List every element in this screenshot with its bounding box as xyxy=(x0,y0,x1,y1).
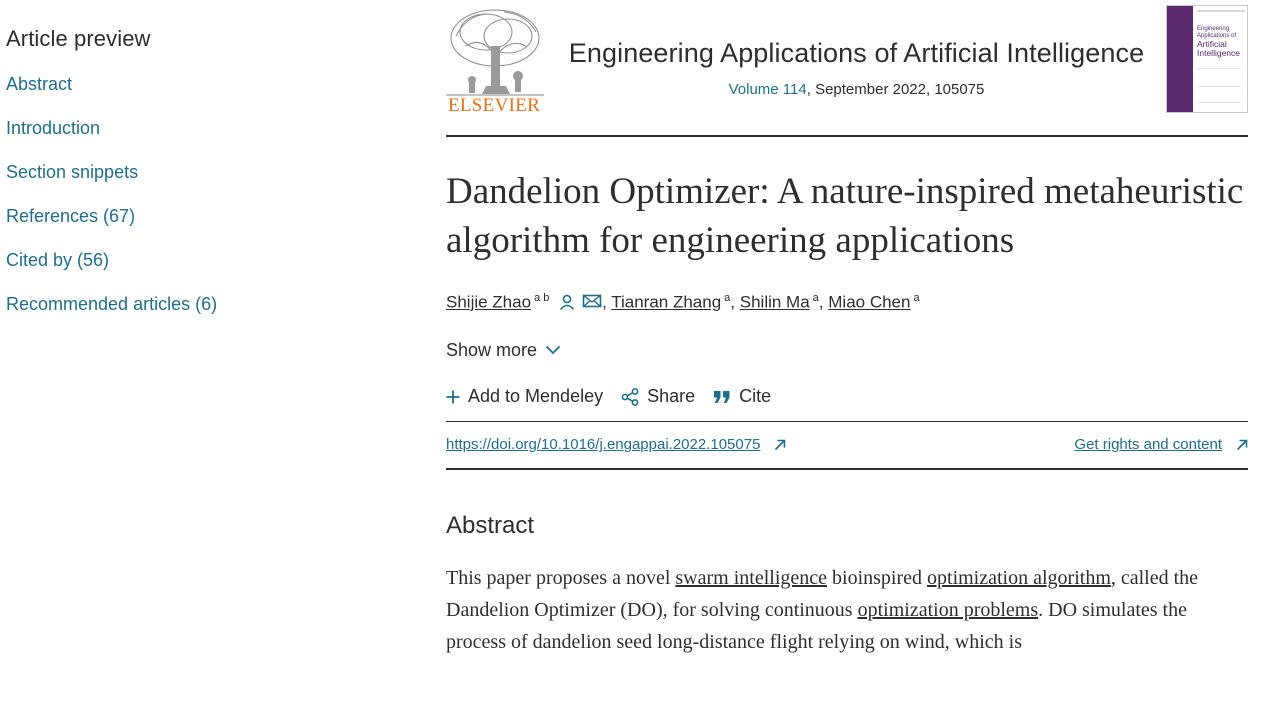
cover-divider xyxy=(1197,68,1241,69)
abstract-text: . DO simulates the process of dandelion seed long-distance flight relying on wind, which is xyxy=(446,598,1187,653)
cover-band xyxy=(1167,6,1193,112)
issue-date: , September 2022, 105075 xyxy=(806,81,985,98)
author-affiliation: a xyxy=(724,292,731,304)
person-icon[interactable] xyxy=(558,293,576,311)
outline-link[interactable]: Abstract xyxy=(6,74,73,94)
cite-label: Cite xyxy=(739,386,772,407)
abstract-text: bioinspired xyxy=(827,566,928,589)
outline-item-cited-by[interactable] xyxy=(6,250,386,294)
cover-divider xyxy=(1197,10,1245,12)
article-outline xyxy=(6,26,386,338)
author-separator: , xyxy=(602,292,612,312)
envelope-icon[interactable] xyxy=(582,293,602,309)
author-link[interactable]: Tianran Zhang xyxy=(611,292,722,312)
volume-link[interactable]: Volume 114 xyxy=(728,81,807,98)
cover-divider xyxy=(1197,102,1241,103)
share-icon xyxy=(621,388,639,406)
doi-bar xyxy=(446,421,1248,470)
cover-small-title: Engineering Applications of xyxy=(1197,26,1237,39)
outline-item-abstract[interactable] xyxy=(6,74,386,118)
share-label: Share xyxy=(647,386,696,407)
author-link[interactable]: Shijie Zhao xyxy=(446,292,532,312)
abstract-text: , called the Dandelion Optimizer (DO), for solving continuous xyxy=(446,566,1199,621)
outline-title: Article preview xyxy=(6,26,151,51)
quote-icon xyxy=(713,390,731,404)
plus-icon xyxy=(446,390,460,404)
show-more-label: Show more xyxy=(446,339,538,360)
chevron-down-icon xyxy=(545,345,561,355)
get-rights-link[interactable] xyxy=(1074,436,1248,453)
outline-item-section-snippets[interactable] xyxy=(6,162,386,206)
elsevier-tree-icon xyxy=(446,6,544,98)
author-separator: , xyxy=(730,292,740,312)
article-main xyxy=(446,0,1248,658)
author-link[interactable]: Miao Chen xyxy=(828,292,911,312)
show-more-button[interactable] xyxy=(446,340,1248,361)
publication-header xyxy=(446,0,1248,137)
author-list xyxy=(446,287,1248,314)
journal-cover-image[interactable] xyxy=(1166,5,1248,113)
cover-big-title: Artificial Intelligence xyxy=(1197,39,1241,58)
topic-link[interactable]: optimization algorithm xyxy=(927,566,1111,589)
author-affiliation: a b xyxy=(534,292,550,304)
topic-link[interactable]: optimization problems xyxy=(857,598,1039,621)
mendeley-label: Add to Mendeley xyxy=(468,386,604,407)
author-affiliation: a xyxy=(913,292,920,304)
abstract-text: This paper proposes a novel xyxy=(446,566,676,589)
journal-title[interactable]: Engineering Applications of Artificial Intelligence xyxy=(568,38,1145,68)
author-contact-icons xyxy=(558,293,602,311)
outline-link[interactable]: References (67) xyxy=(6,206,136,226)
cover-divider xyxy=(1197,86,1241,87)
outline-item-recommended-articles[interactable] xyxy=(6,294,386,338)
outline-item-references[interactable] xyxy=(6,206,386,250)
share-button[interactable] xyxy=(621,386,695,407)
abstract-paragraph xyxy=(446,562,1246,658)
outline-link[interactable]: Introduction xyxy=(6,118,101,138)
author-separator: , xyxy=(818,292,829,312)
journal-info xyxy=(564,38,1149,98)
add-to-mendeley-button[interactable] xyxy=(446,386,603,407)
abstract-heading: Abstract xyxy=(446,511,535,539)
author-affiliation: a xyxy=(812,292,819,304)
outline-link[interactable]: Recommended articles (6) xyxy=(6,294,218,314)
article-actions xyxy=(446,383,1248,411)
outline-link[interactable]: Section snippets xyxy=(6,162,139,182)
author-link[interactable]: Shilin Ma xyxy=(739,292,810,312)
doi-text: https://doi.org/10.1016/j.engappai.2022.105075 xyxy=(446,436,761,454)
cover-title xyxy=(1197,26,1247,58)
outline-item-introduction[interactable] xyxy=(6,118,386,162)
topic-link[interactable]: swarm intelligence xyxy=(675,566,828,589)
outline-link[interactable]: Cited by (56) xyxy=(6,250,110,270)
outline-list xyxy=(6,74,386,338)
article-title: Dandelion Optimizer: A nature-inspired metaheuristic algorithm for engineering applications xyxy=(446,171,1244,261)
doi-link[interactable] xyxy=(446,436,786,453)
journal-issue xyxy=(564,81,1149,98)
external-link-icon xyxy=(1236,439,1248,451)
publisher-name: ELSEVIER xyxy=(448,95,541,116)
external-link-icon xyxy=(774,439,786,451)
cite-button[interactable] xyxy=(713,386,771,407)
rights-text: Get rights and content xyxy=(1074,436,1222,454)
